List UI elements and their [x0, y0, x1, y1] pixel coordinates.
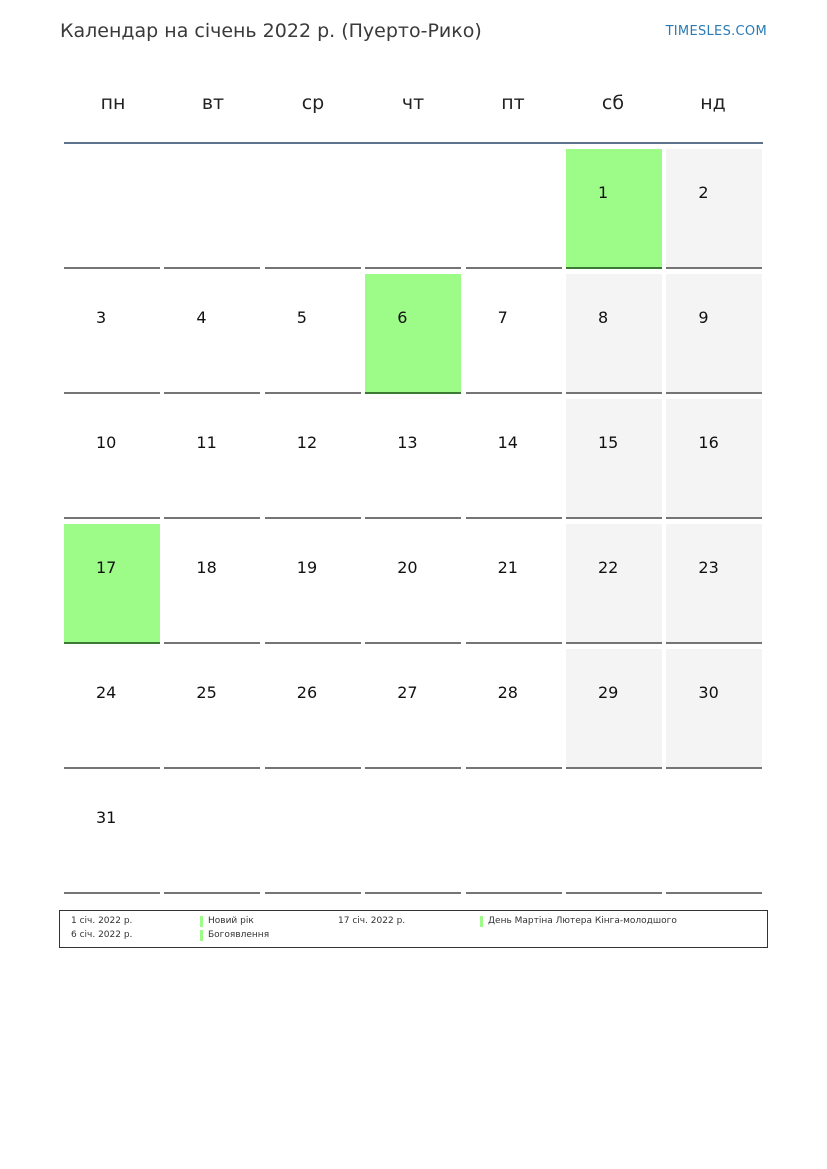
day-number: 8: [598, 308, 609, 327]
calendar-day-cell[interactable]: [164, 524, 260, 644]
weekday-sat: сб: [601, 92, 625, 114]
day-number: 25: [196, 683, 217, 702]
day-number: 3: [96, 308, 107, 327]
day-number: 12: [296, 433, 318, 452]
weekday-mon: пн: [100, 92, 126, 114]
calendar-empty-cell: [466, 149, 562, 269]
calendar-day-cell[interactable]: [64, 774, 160, 894]
day-number: 19: [296, 558, 318, 577]
day-number: 17: [96, 558, 117, 577]
calendar-day-cell[interactable]: [164, 649, 260, 769]
calendar-day-cell[interactable]: [64, 649, 160, 769]
legend-holiday-name: Богоявлення: [208, 930, 270, 940]
day-number: 30: [698, 683, 719, 702]
calendar-empty-cell: [466, 774, 562, 894]
day-number: 31: [96, 808, 117, 827]
calendar-day-cell[interactable]: [666, 524, 762, 644]
day-number: 29: [598, 683, 619, 702]
calendar-day-cell[interactable]: [466, 524, 562, 644]
day-number: 2: [698, 183, 709, 202]
day-number: 16: [698, 433, 719, 452]
calendar-day-cell[interactable]: [164, 399, 260, 519]
calendar-day-cell[interactable]: [365, 524, 461, 644]
weekday-wed: ср: [301, 92, 325, 114]
legend-color-marker: [200, 930, 203, 941]
calendar-day-cell[interactable]: [566, 649, 662, 769]
day-number: 4: [196, 308, 207, 327]
day-number: 11: [196, 433, 217, 452]
day-number: 20: [397, 558, 418, 577]
legend-color-marker: [480, 916, 483, 927]
calendar-day-cell[interactable]: [466, 399, 562, 519]
calendar-day-cell[interactable]: [164, 274, 260, 394]
calendar-empty-cell: [265, 149, 361, 269]
calendar-empty-cell: [64, 149, 160, 269]
calendar-empty-cell: [365, 149, 461, 269]
day-number: 14: [497, 433, 518, 452]
weekday-fri: пт: [501, 92, 525, 114]
day-number: 1: [598, 183, 609, 202]
legend-color-marker: [200, 916, 203, 927]
day-number: 27: [397, 683, 418, 702]
calendar-day-cell[interactable]: [365, 649, 461, 769]
calendar-day-cell[interactable]: [466, 274, 562, 394]
calendar-day-cell[interactable]: [666, 399, 762, 519]
calendar-empty-cell: [164, 774, 260, 894]
day-number: 28: [497, 683, 518, 702]
calendar-day-cell[interactable]: [265, 274, 361, 394]
weekday-thu: чт: [401, 92, 425, 114]
day-number: 23: [698, 558, 719, 577]
calendar-day-cell[interactable]: [466, 649, 562, 769]
page-title: Календар на січень 2022 р. (Пуерто-Рико): [60, 20, 482, 42]
weekday-tue: вт: [201, 92, 225, 114]
calendar-empty-cell: [164, 149, 260, 269]
day-number: 26: [296, 683, 318, 702]
weekday-sun: нд: [700, 92, 726, 114]
legend-date: 17 січ. 2022 р.: [338, 916, 406, 926]
calendar-day-cell[interactable]: [365, 274, 461, 394]
calendar-day-cell[interactable]: [566, 149, 662, 269]
day-number: 15: [598, 433, 619, 452]
calendar-day-cell[interactable]: [64, 274, 160, 394]
legend-holiday-name: День Мартіна Лютера Кінга-молодшого: [488, 916, 677, 926]
calendar-day-cell[interactable]: [365, 399, 461, 519]
legend-holiday-name: Новий рік: [208, 916, 254, 926]
day-number: 10: [96, 433, 117, 452]
day-number: 13: [397, 433, 418, 452]
calendar-empty-cell: [566, 774, 662, 894]
day-number: 6: [397, 308, 408, 327]
calendar-day-cell[interactable]: [265, 399, 361, 519]
day-number: 21: [497, 558, 518, 577]
day-number: 9: [698, 308, 709, 327]
calendar-day-cell[interactable]: [566, 399, 662, 519]
calendar-day-cell[interactable]: [666, 149, 762, 269]
calendar-day-cell[interactable]: [265, 649, 361, 769]
day-number: 18: [196, 558, 217, 577]
day-number: 5: [296, 308, 307, 327]
day-number: 22: [598, 558, 619, 577]
day-number: 24: [96, 683, 117, 702]
brand-link[interactable]: TIMESLES.COM: [665, 24, 767, 39]
calendar-day-cell[interactable]: [64, 524, 160, 644]
calendar-day-cell[interactable]: [666, 274, 762, 394]
calendar-day-cell[interactable]: [566, 274, 662, 394]
calendar-day-cell[interactable]: [566, 524, 662, 644]
calendar-empty-cell: [265, 774, 361, 894]
holiday-legend: [59, 910, 768, 948]
day-number: 7: [497, 308, 508, 327]
weekday-header: [63, 78, 763, 128]
calendar-empty-cell: [365, 774, 461, 894]
header-divider: [64, 142, 763, 144]
legend-date: 6 січ. 2022 р.: [71, 930, 133, 940]
calendar-day-cell[interactable]: [64, 399, 160, 519]
calendar-day-cell[interactable]: [666, 649, 762, 769]
legend-date: 1 січ. 2022 р.: [71, 916, 133, 926]
calendar-empty-cell: [666, 774, 762, 894]
calendar-day-cell[interactable]: [265, 524, 361, 644]
